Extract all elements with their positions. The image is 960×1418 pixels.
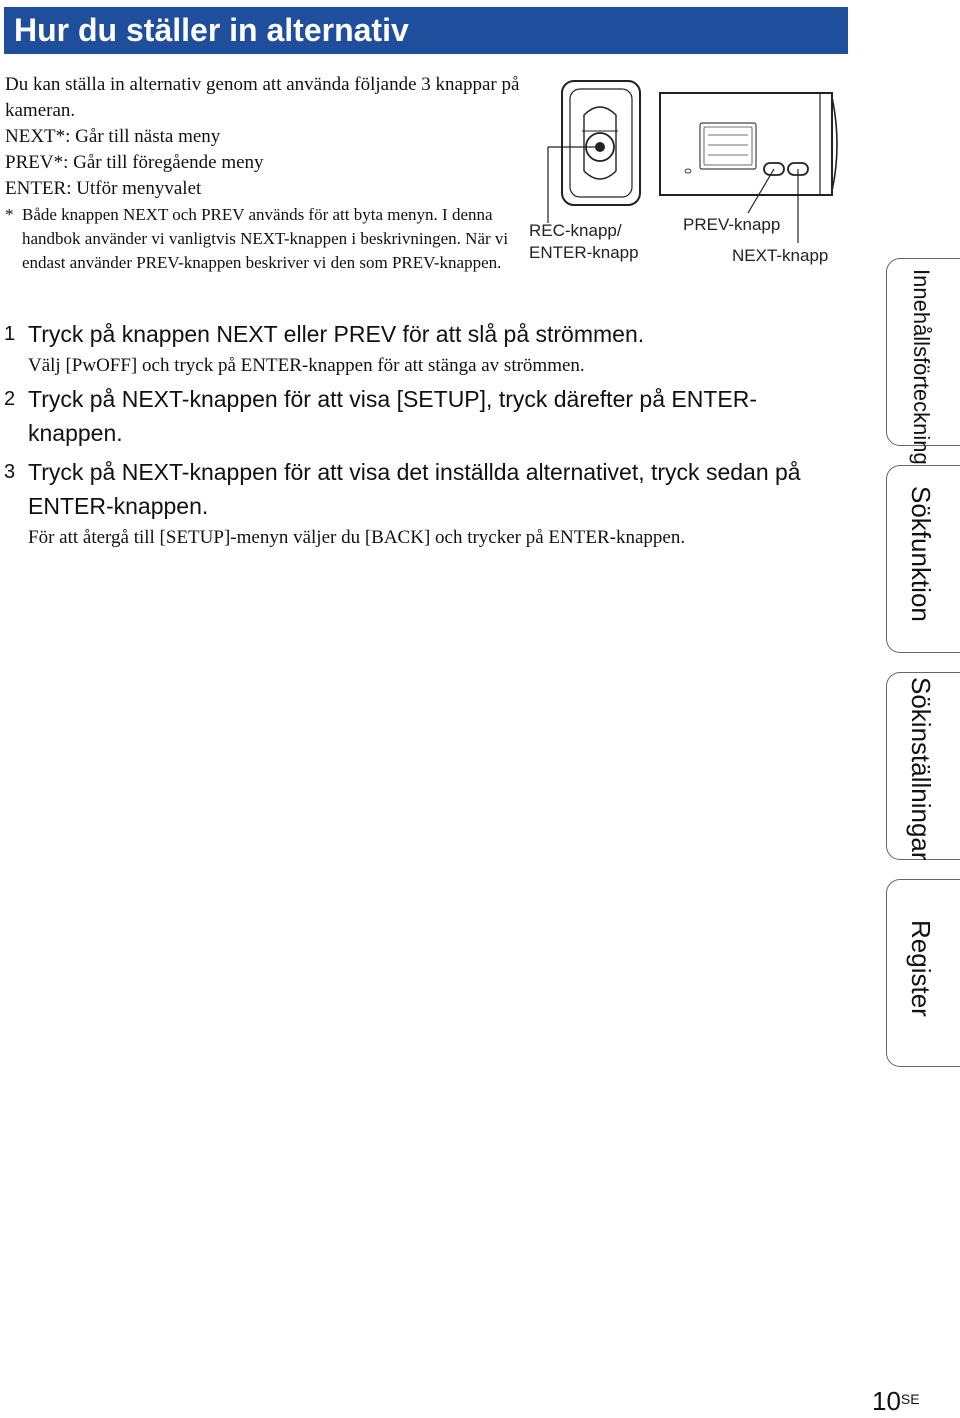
- tab-sokfunktion[interactable]: [886, 465, 960, 653]
- step-note: För att återgå till [SETUP]-menyn väljer du [BACK] och trycker på ENTER-knappen.: [28, 527, 686, 548]
- next-button-label: NEXT-knapp: [732, 246, 829, 265]
- step-text: Tryck på NEXT-knappen för att visa [SETUP], tryck därefter på ENTER-knappen.: [28, 386, 757, 446]
- step-note: Välj [PwOFF] och tryck på ENTER-knappen för att stänga av strömmen.: [28, 355, 585, 376]
- intro-line: Du kan ställa in alternativ genom att använda följande 3 knappar på kameran.: [5, 74, 520, 121]
- camera-side-view: [660, 93, 837, 195]
- intro-block: [5, 72, 520, 202]
- footnote-marker: *: [5, 205, 14, 224]
- tab-sokinstallningar[interactable]: [886, 672, 960, 860]
- tab-label: Sökfunktion: [906, 486, 936, 622]
- tab-innehallsforteckning[interactable]: [886, 258, 960, 465]
- intro-line-prev: PREV*: Går till föregående meny: [5, 152, 264, 173]
- indicator-lamp-icon: [685, 169, 691, 173]
- step-number: 1: [4, 323, 16, 345]
- step-text: Tryck på knappen NEXT eller PREV för att slå på strömmen.: [28, 321, 645, 347]
- camera-diagram: [520, 75, 850, 275]
- tab-label: Register: [906, 920, 936, 1017]
- tab-register[interactable]: [886, 879, 960, 1067]
- intro-line-next: NEXT*: Går till nästa meny: [5, 126, 221, 147]
- page-title-bar: [4, 7, 848, 54]
- tab-label: Innehållsförteckning: [909, 269, 934, 465]
- prev-next-buttons-icon: [764, 163, 808, 175]
- page-number: $10^{SE}$: [872, 1386, 920, 1416]
- intro-line-enter: ENTER: Utför menyvalet: [5, 178, 202, 199]
- footnote: [5, 203, 525, 275]
- step-number: 2: [4, 388, 16, 410]
- step-text: Tryck på NEXT-knappen för att visa det inställda alternativet, tryck sedan på ENTER-knappen.: [28, 459, 801, 519]
- lcd-display-icon: [700, 123, 756, 169]
- rec-enter-label: REC-knapp/ ENTER-knapp: [529, 221, 639, 262]
- prev-button-label: PREV-knapp: [683, 215, 781, 234]
- page-title: Hur du ställer in alternativ: [14, 12, 409, 48]
- prev-leader-line: [748, 169, 774, 213]
- page-suffix: SE: [900, 1391, 920, 1407]
- footnote-text: Både knappen NEXT och PREV används för att byta menyn. I denna handbok använder vi vanligtvis NEXT-knappen i beskrivningen. När vi endast använder PREV-knappen beskriver vi den som PREV-knappen.: [22, 205, 509, 272]
- step-number: 3: [4, 461, 16, 483]
- tab-label: Sökinställningar: [906, 677, 936, 861]
